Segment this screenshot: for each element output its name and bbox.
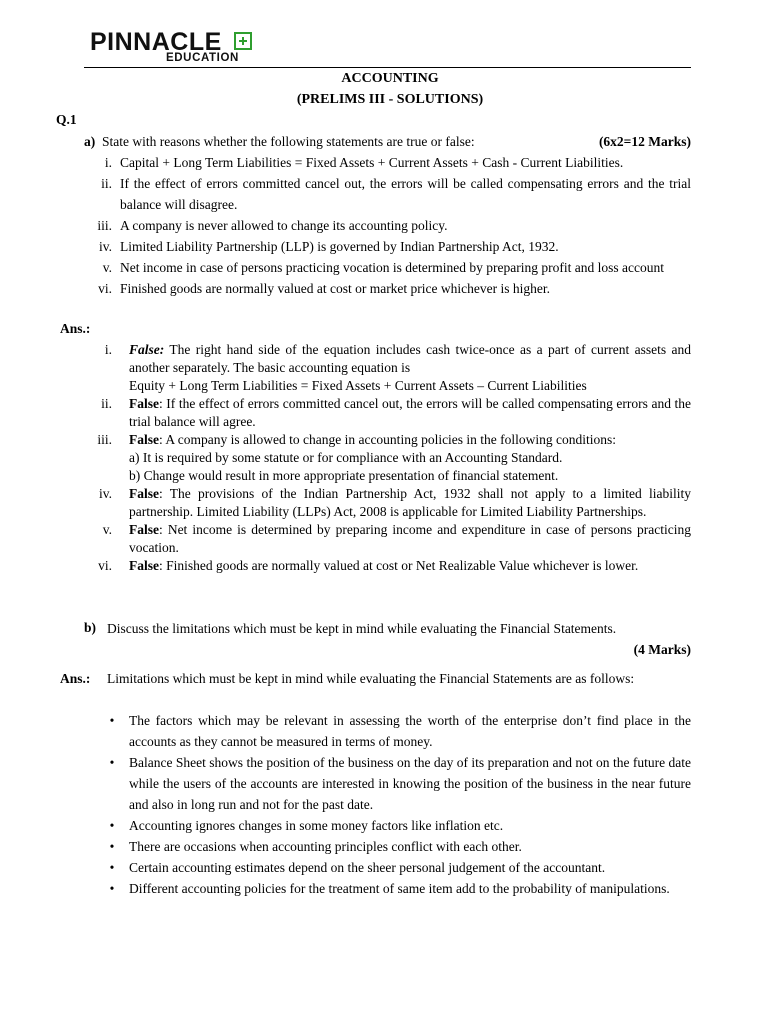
- part-a-label: a): [84, 134, 96, 149]
- item-text: Different accounting policies for the treatment of same item add to the probability of manipulations.: [129, 881, 670, 896]
- item-number: ii.: [101, 396, 112, 411]
- item-text: The factors which may be relevant in assessing the worth of the enterprise don’t find place in the accounts as they cannot be measured in terms of money.: [129, 713, 691, 749]
- list-item: [84, 395, 691, 431]
- logo-subtitle: EDUCATION: [166, 52, 239, 64]
- answer-text: The right hand side of the equation includes cash twice-once as a part of current assets and another separately. The basic accounting equation is: [129, 342, 691, 375]
- logo-wordmark: PINNACLE: [90, 28, 222, 56]
- answer-key: False:: [129, 342, 165, 357]
- list-item: [84, 215, 691, 236]
- item-text: Balance Sheet shows the position of the business on the day of its preparation and not on the future date while the users of the accounts are interested in knowing the position of the business in the near future and also in long run and not for the past date.: [129, 755, 691, 812]
- pinnacle-logo: [90, 28, 260, 68]
- answer-b-label: Ans.:: [60, 671, 91, 686]
- page-title: ACCOUNTING: [341, 71, 439, 86]
- part-b-marks: (4 Marks): [633, 642, 691, 657]
- answer-text: : Finished goods are normally valued at cost or Net Realizable Value whichever is lower.: [159, 558, 639, 573]
- answer-condition: b) Change would result in more appropriate presentation of financial statement.: [129, 468, 559, 483]
- part-b-prompt: Discuss the limitations which must be kept in mind while evaluating the Financial Statements.: [107, 621, 617, 636]
- item-text: [129, 485, 691, 521]
- item-text: [129, 557, 691, 575]
- item-number: v.: [102, 522, 112, 537]
- list-item: [105, 752, 691, 815]
- item-text: [129, 395, 691, 431]
- answer-key: False: [129, 522, 159, 537]
- item-text: [129, 521, 691, 557]
- bullet-icon: •: [109, 881, 115, 896]
- item-text: Finished goods are normally valued at cost or market price whichever is higher.: [120, 281, 551, 296]
- limitations-list: [105, 710, 691, 899]
- answer-b-intro: Limitations which must be kept in mind while evaluating the Financial Statements are as follows:: [107, 671, 635, 686]
- bullet-icon: •: [109, 839, 115, 854]
- page-subtitle: (PRELIMS III - SOLUTIONS): [296, 92, 484, 107]
- list-item: [84, 431, 691, 485]
- item-number: ii.: [101, 176, 112, 191]
- item-text: [129, 341, 691, 377]
- answer-key: False: [129, 432, 159, 447]
- answer-condition: a) It is required by some statute or for compliance with an Accounting Standard.: [129, 450, 563, 465]
- statement-list: [84, 152, 691, 299]
- list-item: [84, 485, 691, 521]
- answer-text: : The provisions of the Indian Partnership Act, 1932 shall not apply to a limited liability partnership. Limited Liability (LLPs) Act, 2008 is applicable for Limited Liability Partnerships.: [129, 486, 691, 519]
- list-item: [84, 257, 691, 278]
- answer-key: False: [129, 396, 159, 411]
- list-item: [84, 278, 691, 299]
- answer-equation: Equity + Long Term Liabilities = Fixed Assets + Current Assets – Current Liabilities: [129, 378, 587, 393]
- bullet-icon: •: [109, 860, 115, 875]
- list-item: [105, 878, 691, 899]
- bullet-icon: •: [109, 713, 115, 728]
- item-text: Certain accounting estimates depend on the sheer personal judgement of the accountant.: [129, 860, 606, 875]
- item-text: Limited Liability Partnership (LLP) is governed by Indian Partnership Act, 1932.: [120, 239, 559, 254]
- answer-key: False: [129, 486, 159, 501]
- question-label: Q.1: [56, 112, 77, 127]
- item-number: i.: [104, 342, 112, 357]
- item-number: vi.: [98, 281, 112, 296]
- list-item: [105, 815, 691, 836]
- item-number: v.: [102, 260, 112, 275]
- item-number: iii.: [97, 432, 112, 447]
- list-item: [84, 521, 691, 557]
- item-number: vi.: [98, 558, 112, 573]
- item-text: Net income in case of persons practicing vocation is determined by preparing profit and loss account: [120, 260, 664, 275]
- item-number: iii.: [97, 218, 112, 233]
- list-item: [84, 152, 691, 173]
- list-item: [105, 710, 691, 752]
- part-b-label: b): [84, 620, 97, 635]
- item-text: If the effect of errors committed cancel out, the errors will be called compensating errors and the trial balance will disagree.: [120, 176, 691, 212]
- bullet-icon: •: [109, 755, 115, 770]
- part-a-prompt: State with reasons whether the following statements are true or false:: [102, 134, 475, 149]
- item-number: iv.: [99, 239, 112, 254]
- answer-label: Ans.:: [60, 321, 91, 336]
- bullet-icon: •: [109, 818, 115, 833]
- item-text: A company is never allowed to change its accounting policy.: [120, 218, 448, 233]
- header-divider: [84, 67, 691, 68]
- list-item: [105, 836, 691, 857]
- list-item: [84, 236, 691, 257]
- logo-plus-icon: [234, 32, 252, 50]
- item-text: Capital + Long Term Liabilities = Fixed Assets + Current Assets + Cash - Current Liabilities.: [120, 155, 624, 170]
- answer-text: : A company is allowed to change in accounting policies in the following conditions:: [159, 432, 617, 447]
- part-a-marks: (6x2=12 Marks): [598, 134, 691, 149]
- answer-text: : If the effect of errors committed cancel out, the errors will be called compensating errors and the trial balance will agree.: [129, 396, 691, 429]
- answer-text: : Net income is determined by preparing income and expenditure in case of persons practicing vocation.: [129, 522, 691, 555]
- item-text: [129, 431, 691, 449]
- item-number: i.: [104, 155, 112, 170]
- list-item: [84, 557, 691, 575]
- item-text: Accounting ignores changes in some money factors like inflation etc.: [129, 818, 504, 833]
- list-item: [84, 173, 691, 215]
- answer-key: False: [129, 558, 159, 573]
- list-item: [84, 341, 691, 395]
- answer-list: [84, 341, 691, 575]
- item-number: iv.: [99, 486, 112, 501]
- item-text: There are occasions when accounting principles conflict with each other.: [129, 839, 522, 854]
- list-item: [105, 857, 691, 878]
